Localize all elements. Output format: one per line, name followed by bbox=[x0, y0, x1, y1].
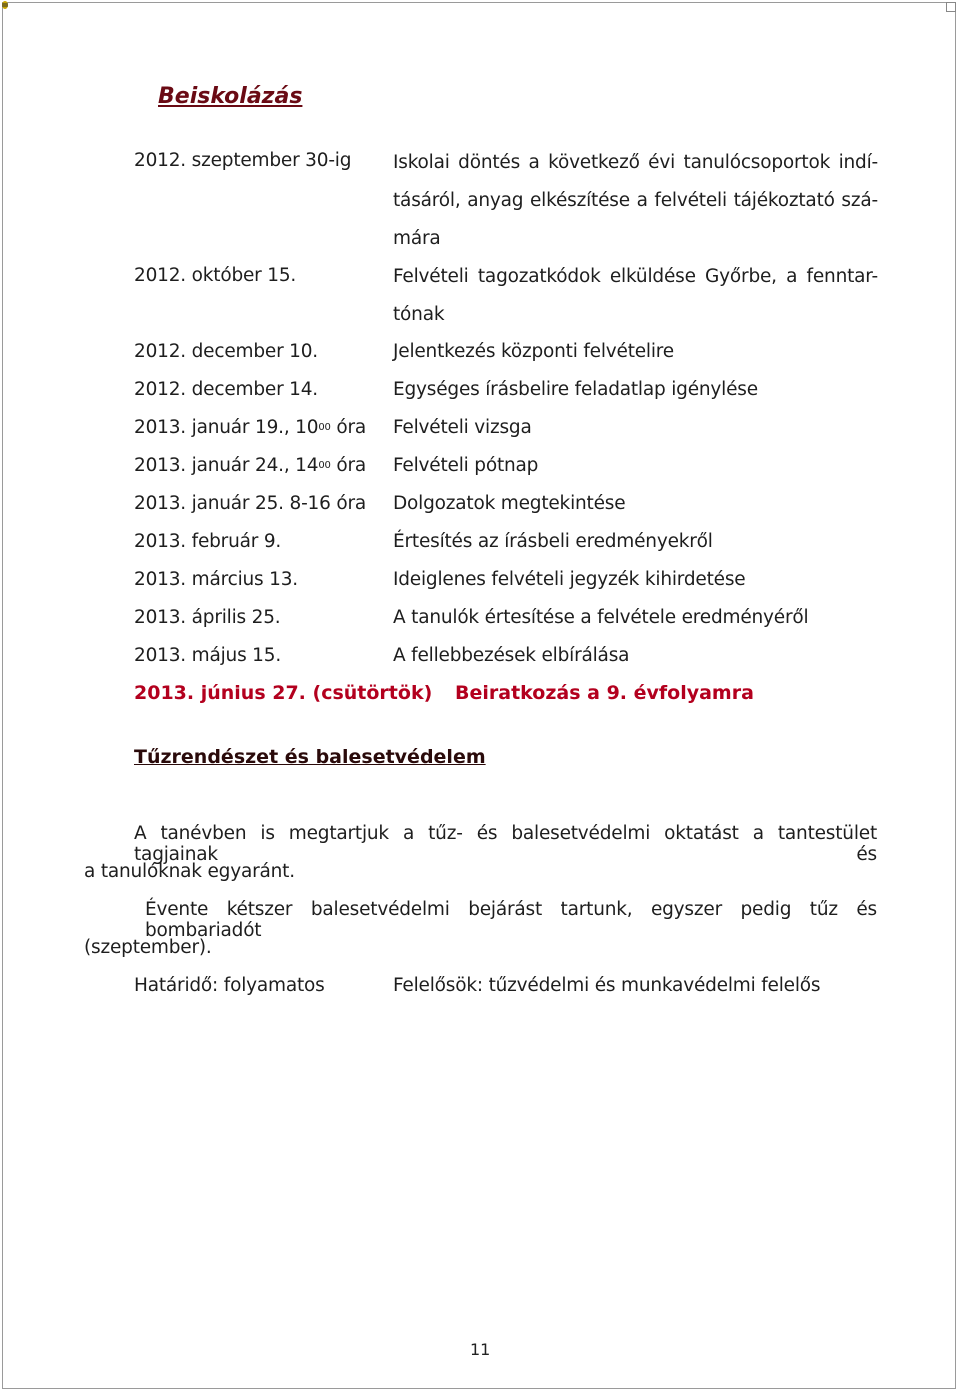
paragraph-line: A tanévben is megtartjuk a tűz- és balesetvédelmi oktatást a tantestület tagjainak és bbox=[134, 823, 877, 865]
description-line: tásáról, anyag elkészítése a felvételi tájékoztató szá- bbox=[393, 190, 878, 211]
schedule-date: 2012. október 15. bbox=[134, 265, 297, 286]
schedule-description: A fellebbezések elbírálása bbox=[393, 645, 630, 666]
schedule-description: Felvételi vizsga bbox=[393, 417, 532, 438]
schedule-date: 2013. május 15. bbox=[134, 645, 282, 666]
bee-icon bbox=[0, 0, 10, 10]
date-text: 2013. január 19., 10 bbox=[134, 417, 319, 438]
schedule-date: 2013. március 13. bbox=[134, 569, 298, 590]
schedule-description: Értesítés az írásbeli eredményekről bbox=[393, 531, 713, 552]
description-line: mára bbox=[393, 228, 441, 249]
page-title: Beiskolázás bbox=[158, 84, 303, 109]
checkbox-icon bbox=[946, 2, 956, 12]
paragraph-line: (szeptember). bbox=[84, 937, 212, 958]
schedule-date: 2012. szeptember 30-ig bbox=[134, 150, 352, 171]
schedule-description: Felvételi pótnap bbox=[393, 455, 539, 476]
responsible-text: Felelősök: tűzvédelmi és munkavédelmi felelős bbox=[393, 975, 821, 996]
description-line: Felvételi tagozatkódok elküldése Győrbe, a fenntar- bbox=[393, 266, 878, 287]
schedule-description: A tanulók értesítése a felvétele eredményéről bbox=[393, 607, 809, 628]
date-suffix: óra bbox=[330, 455, 366, 476]
schedule-description: Dolgozatok megtekintése bbox=[393, 493, 626, 514]
date-text: 2013. január 24., 14 bbox=[134, 455, 319, 476]
paragraph-line: Évente kétszer balesetvédelmi bejárást tartunk, egyszer pedig tűz és bombariadót bbox=[145, 899, 877, 941]
section-heading: Tűzrendészet és balesetvédelem bbox=[134, 746, 486, 768]
schedule-date bbox=[134, 417, 366, 438]
schedule-date: 2012. december 10. bbox=[134, 341, 318, 362]
schedule-description: Ideiglenes felvételi jegyzék kihirdetése bbox=[393, 569, 746, 590]
schedule-description bbox=[393, 144, 878, 258]
schedule-date: 2013. január 25. 8-16 óra bbox=[134, 493, 367, 514]
schedule-description: Egységes írásbelire feladatlap igénylése bbox=[393, 379, 758, 400]
schedule-date: 2013. április 25. bbox=[134, 607, 281, 628]
schedule-date: 2013. február 9. bbox=[134, 531, 282, 552]
enrollment-description: Beiratkozás a 9. évfolyamra bbox=[455, 682, 754, 704]
schedule-date bbox=[134, 455, 366, 476]
schedule-date: 2012. december 14. bbox=[134, 379, 318, 400]
schedule-description: Jelentkezés központi felvételire bbox=[393, 341, 674, 362]
description-line: tónak bbox=[393, 304, 445, 325]
paragraph-line: a tanulóknak egyaránt. bbox=[84, 861, 295, 882]
description-line: Iskolai döntés a következő évi tanulócsoportok indí- bbox=[393, 152, 878, 173]
time-superscript: 00 bbox=[318, 422, 331, 433]
deadline-text: Határidő: folyamatos bbox=[134, 975, 325, 996]
date-suffix: óra bbox=[330, 417, 366, 438]
schedule-description bbox=[393, 258, 878, 334]
enrollment-date: 2013. június 27. (csütörtök) bbox=[134, 682, 433, 704]
page-number: 11 bbox=[470, 1340, 491, 1359]
time-superscript: 00 bbox=[318, 460, 331, 471]
